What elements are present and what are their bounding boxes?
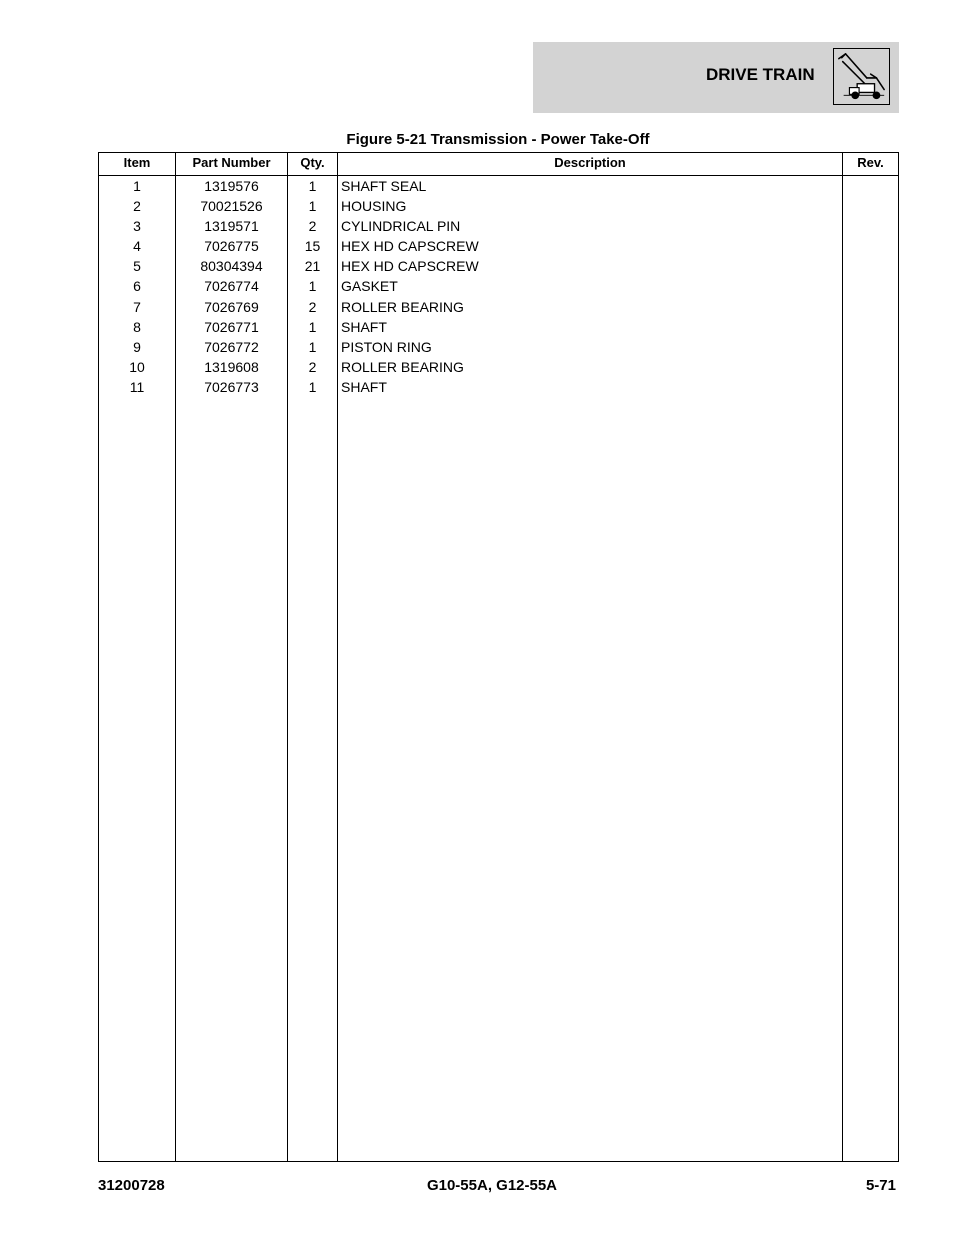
parts-table bbox=[98, 152, 899, 1162]
part-number: 7026774 bbox=[204, 278, 259, 294]
item-number: 11 bbox=[129, 379, 145, 395]
part-number: 7026769 bbox=[204, 299, 259, 315]
quantity: 2 bbox=[308, 218, 317, 234]
footer-models: G10-55A, G12-55A bbox=[426, 1177, 558, 1194]
column-header-qty: Qty. bbox=[300, 155, 325, 170]
table-row bbox=[99, 338, 898, 358]
quantity: 1 bbox=[308, 339, 317, 355]
table-row bbox=[99, 217, 898, 237]
description: SHAFT SEAL bbox=[341, 178, 427, 194]
quantity: 21 bbox=[304, 258, 321, 274]
table-row bbox=[99, 277, 898, 297]
part-number: 7026773 bbox=[204, 379, 259, 395]
column-header-description: Description bbox=[554, 155, 626, 170]
item-number: 1 bbox=[133, 178, 141, 194]
table-row bbox=[99, 177, 898, 197]
description: PISTON RING bbox=[341, 339, 432, 355]
description: HEX HD CAPSCREW bbox=[341, 238, 479, 254]
column-header-part-number: Part Number bbox=[192, 155, 271, 170]
quantity: 1 bbox=[308, 379, 317, 395]
column-header-rev: Rev. bbox=[857, 155, 884, 170]
quantity: 15 bbox=[304, 238, 321, 254]
table-row bbox=[99, 318, 898, 338]
item-number: 7 bbox=[133, 299, 141, 315]
item-number: 3 bbox=[133, 218, 141, 234]
description: ROLLER BEARING bbox=[341, 359, 464, 375]
item-number: 2 bbox=[133, 198, 141, 214]
aerial-lift-icon bbox=[833, 48, 890, 105]
quantity: 2 bbox=[308, 299, 317, 315]
description: GASKET bbox=[341, 278, 398, 294]
table-row bbox=[99, 257, 898, 277]
table-row bbox=[99, 237, 898, 257]
part-number: 7026771 bbox=[204, 319, 259, 335]
quantity: 1 bbox=[308, 178, 317, 194]
description: CYLINDRICAL PIN bbox=[341, 218, 461, 234]
footer-doc-number: 31200728 bbox=[98, 1177, 165, 1194]
part-number: 1319576 bbox=[204, 178, 259, 194]
quantity: 1 bbox=[308, 319, 317, 335]
footer-page-number: 5-71 bbox=[865, 1177, 896, 1194]
description: SHAFT bbox=[341, 379, 387, 395]
quantity: 2 bbox=[308, 359, 317, 375]
part-number: 70021526 bbox=[200, 198, 263, 214]
table-row bbox=[99, 378, 898, 398]
column-header-item: Item bbox=[123, 155, 151, 170]
item-number: 5 bbox=[133, 258, 141, 274]
part-number: 7026772 bbox=[204, 339, 259, 355]
table-row bbox=[99, 298, 898, 318]
table-row bbox=[99, 197, 898, 217]
item-number: 8 bbox=[133, 319, 141, 335]
quantity: 1 bbox=[308, 198, 317, 214]
description: HEX HD CAPSCREW bbox=[341, 258, 479, 274]
description: ROLLER BEARING bbox=[341, 299, 464, 315]
item-number: 9 bbox=[133, 339, 141, 355]
description: HOUSING bbox=[341, 198, 407, 214]
item-number: 6 bbox=[133, 278, 141, 294]
part-number: 1319608 bbox=[204, 359, 259, 375]
item-number: 10 bbox=[129, 359, 145, 375]
header-divider bbox=[99, 175, 898, 176]
description: SHAFT bbox=[341, 319, 387, 335]
item-number: 4 bbox=[133, 238, 141, 254]
section-title: DRIVE TRAIN bbox=[706, 65, 815, 84]
part-number: 1319571 bbox=[204, 218, 259, 234]
figure-title: Figure 5-21 Transmission - Power Take-Off bbox=[346, 131, 650, 148]
part-number: 80304394 bbox=[200, 258, 263, 274]
quantity: 1 bbox=[308, 278, 317, 294]
part-number: 7026775 bbox=[204, 238, 259, 254]
table-row bbox=[99, 358, 898, 378]
